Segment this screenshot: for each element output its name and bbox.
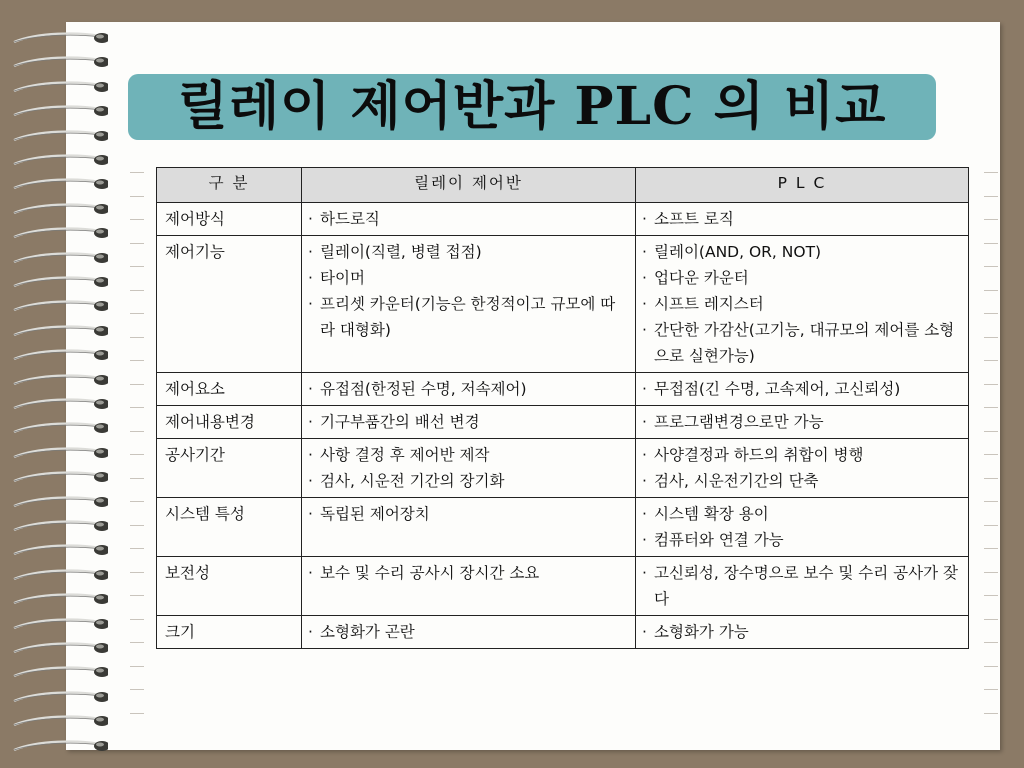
spiral-ring-icon [8,591,108,607]
relay-bullet-item: · 타이머 [308,265,629,291]
spiral-ring-icon [8,274,108,290]
table-header-row [157,168,969,203]
comparison-table [156,167,969,649]
relay-cell [302,406,636,439]
margin-tick [130,290,144,291]
spiral-ring-icon [8,176,108,192]
plc-cell [636,406,969,439]
relay-bullet-item: · 검사, 시운전 기간의 장기화 [308,468,629,494]
margin-tick [130,619,144,620]
margin-tick [130,313,144,314]
relay-cell [302,616,636,649]
margin-tick [984,313,998,314]
relay-cell [302,557,636,616]
table-row [157,236,969,373]
row-category: 시스템 특성 [157,498,302,557]
relay-bullet-item: · 사항 결정 후 제어반 제작 [308,442,629,468]
table-row [157,373,969,406]
plc-bullet-item: · 프로그램변경으로만 가능 [642,409,962,435]
plc-cell [636,373,969,406]
relay-bullet-item: · 기구부품간의 배선 변경 [308,409,629,435]
relay-cell [302,236,636,373]
table-row [157,406,969,439]
margin-tick [130,642,144,643]
spiral-ring-icon [8,372,108,388]
spiral-ring-icon [8,469,108,485]
spiral-ring-icon [8,323,108,339]
margin-tick [984,384,998,385]
relay-bullet-item: · 유접점(한정된 수명, 저속제어) [308,376,629,402]
header-relay: 릴레이 제어반 [302,168,636,203]
margin-tick [984,572,998,573]
plc-bullet-item: · 사양결정과 하드의 취합이 병행 [642,442,962,468]
margin-tick [130,360,144,361]
relay-bullet-item: · 프리셋 카운터(기능은 한정적이고 규모에 따라 대형화) [308,291,629,343]
spiral-ring-icon [8,567,108,583]
margin-tick [984,642,998,643]
row-category: 제어방식 [157,203,302,236]
margin-tick [130,337,144,338]
margin-tick [984,454,998,455]
plc-bullet-item: · 시스템 확장 용이 [642,501,962,527]
row-category: 크기 [157,616,302,649]
table-row [157,498,969,557]
margin-tick [130,431,144,432]
slide-title: 릴레이 제어반과 PLC 의 비교 [177,76,887,137]
margin-tick [130,266,144,267]
plc-cell [636,236,969,373]
margin-tick [130,172,144,173]
plc-bullet-item: · 무접점(긴 수명, 고속제어, 고신뢰성) [642,376,962,402]
plc-bullet-item: · 검사, 시운전기간의 단축 [642,468,962,494]
margin-tick [984,407,998,408]
relay-cell [302,498,636,557]
spiral-ring-icon [8,201,108,217]
relay-bullet-item: · 하드로직 [308,206,629,232]
table-row [157,439,969,498]
header-category: 구 분 [157,168,302,203]
spiral-ring-icon [8,664,108,680]
plc-cell [636,498,969,557]
margin-tick [130,384,144,385]
margin-tick [984,689,998,690]
margin-tick [130,243,144,244]
row-category: 제어요소 [157,373,302,406]
margin-tick [984,619,998,620]
margin-tick [984,666,998,667]
margin-tick [984,337,998,338]
plc-bullet-item: · 컴퓨터와 연결 가능 [642,527,962,553]
margin-tick [130,454,144,455]
table-row [157,557,969,616]
spiral-ring-icon [8,542,108,558]
table-row [157,616,969,649]
plc-bullet-item: · 고신뢰성, 장수명으로 보수 및 수리 공사가 잦다 [642,560,962,612]
row-category: 공사기간 [157,439,302,498]
spiral-ring-icon [8,54,108,70]
margin-tick [130,196,144,197]
spiral-ring-icon [8,298,108,314]
relay-cell [302,203,636,236]
relay-cell [302,373,636,406]
margin-tick [130,595,144,596]
margin-tick [130,501,144,502]
relay-bullet-item: · 독립된 제어장치 [308,501,629,527]
margin-tick [130,525,144,526]
margin-tick [130,407,144,408]
plc-bullet-item: · 간단한 가감산(고기능, 대규모의 제어를 소형으로 실현가능) [642,317,962,369]
spiral-ring-icon [8,616,108,632]
spiral-ring-icon [8,420,108,436]
spiral-ring-icon [8,640,108,656]
relay-cell [302,439,636,498]
spiral-ring-icon [8,152,108,168]
margin-tick [984,360,998,361]
margin-tick [984,478,998,479]
margin-tick [984,172,998,173]
spiral-ring-icon [8,738,108,754]
plc-cell [636,557,969,616]
table-row [157,203,969,236]
plc-cell [636,203,969,236]
margin-tick [984,431,998,432]
relay-bullet-item: · 보수 및 수리 공사시 장시간 소요 [308,560,629,586]
margin-tick [130,713,144,714]
plc-bullet-item: · 릴레이(AND, OR, NOT) [642,239,962,265]
spiral-ring-icon [8,445,108,461]
margin-tick [130,219,144,220]
spiral-ring-icon [8,79,108,95]
row-category: 제어내용변경 [157,406,302,439]
margin-tick [984,196,998,197]
plc-bullet-item: · 소형화가 가능 [642,619,962,645]
spiral-ring-icon [8,396,108,412]
relay-bullet-item: · 소형화가 곤란 [308,619,629,645]
row-category: 보전성 [157,557,302,616]
header-plc: P L C [636,168,969,203]
spiral-ring-icon [8,494,108,510]
margin-tick [130,572,144,573]
margin-tick [130,666,144,667]
margin-tick [130,548,144,549]
plc-cell [636,616,969,649]
spiral-ring-icon [8,103,108,119]
spiral-ring-icon [8,128,108,144]
margin-tick [984,525,998,526]
margin-tick [984,595,998,596]
margin-tick [984,548,998,549]
plc-bullet-item: · 소프트 로직 [642,206,962,232]
spiral-ring-icon [8,225,108,241]
margin-tick [984,219,998,220]
plc-bullet-item: · 업다운 카운터 [642,265,962,291]
margin-tick [130,478,144,479]
plc-cell [636,439,969,498]
spiral-ring-icon [8,250,108,266]
margin-tick [984,501,998,502]
margin-tick [984,243,998,244]
spiral-ring-icon [8,689,108,705]
margin-tick [984,713,998,714]
margin-tick [984,290,998,291]
relay-bullet-item: · 릴레이(직렬, 병렬 접점) [308,239,629,265]
spiral-ring-icon [8,713,108,729]
spiral-ring-icon [8,30,108,46]
plc-bullet-item: · 시프트 레지스터 [642,291,962,317]
spiral-ring-icon [8,518,108,534]
margin-tick [130,689,144,690]
table-body [157,203,969,649]
spiral-ring-icon [8,347,108,363]
row-category: 제어기능 [157,236,302,373]
margin-tick [984,266,998,267]
